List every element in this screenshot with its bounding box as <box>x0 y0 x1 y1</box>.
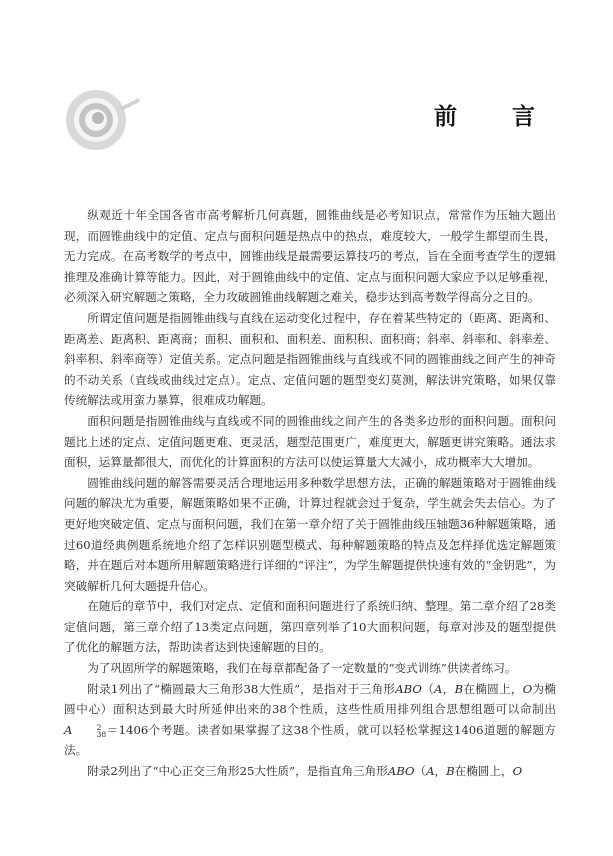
math-perm-base: A <box>64 722 73 737</box>
math-point: O <box>512 764 523 779</box>
preface-body <box>64 205 556 782</box>
text-run: 在椭圆上， <box>463 681 523 696</box>
math-point: A <box>434 681 443 696</box>
text-run: ＝1406个考题。读者如果掌握了这38个性质，就可以轻松掌握这1406道题的解题方法。 <box>64 722 556 758</box>
math-triangle: ABO <box>387 764 415 779</box>
text-run: 附录2列出了“中心正交三角形25大性质”，是指直角三角形 <box>87 764 388 779</box>
paragraph: 在随后的章节中，我们对定点、定值和面积问题进行了系统归纳、整理。第二章介绍了28类定值问题，第三章介绍了13类定点问题，第四章列举了10大面积问题，每章对涉及的题型提供了优化的解题方法，帮助读者达到快速解题的目的。 <box>64 599 556 655</box>
paragraph: 圆锥曲线问题的解答需要灵活合理地运用多种数学思想方法，正确的解题策略对于圆锥曲线问题的解决尤为重要，解题策略如果不正确，计算过程就会过于复杂，学生就会失去信心。为了更好地突破定值、定点与面积问题，我们在第一章介绍了关于圆锥曲线压轴题36种解题策略，通过60道经典例题系统地介绍了怎样识别题型模式、每种解题策略的特点及怎样择优选定解题策略，并在题后对本题所用解题策略进行详细的“评注”，为学生解题提供快速有效的“金钥匙”，为突破解析几何大题提升信心。 <box>64 475 556 593</box>
page-title: 前 言 <box>434 103 551 130</box>
text-run: ， <box>442 681 455 696</box>
math-point: B <box>446 764 455 779</box>
math-permutation <box>64 723 106 737</box>
text-run: 为椭圆中心）面积达到最大时所延伸出来的38个性质，这些性质用排列组合思想组题可以命制出 <box>64 681 556 717</box>
paragraph: 纵观近十年全国各省市高考解析几何真题，圆锥曲线是必考知识点，常常作为压轴大题出现，而圆锥曲线中的定值、定点与面积问题是热点中的热点，难度较大，一般学生都望而生畏，无力完成。在高考数学的考点中，圆锥曲线是最需要运算技巧的考点，旨在全面考查学生的逻辑推理及准确计算等能力。因此，对于圆锥曲线中的定值、定点与面积问题大家应予以足够重视，必须深入研究解题之策略，全力攻破圆锥曲线解题之难关，稳步达到高考数学得高分之目的。 <box>64 208 556 305</box>
text-run: 附录1列出了“椭圆最大三角形38大性质”，是指对于三角形 <box>87 681 396 696</box>
paragraph: 面积问题是指圆锥曲线与直线或不同的圆锥曲线之间产生的各类多边形的面积问题。面积问题比上述的定点、定值问题更难、更灵活，题型范围更广，难度更大，解题更讲究策略。通法求面积，运算量都很大，而优化的计算面积的方法可以使运算量大大减小，成功概率大大增加。 <box>64 413 556 470</box>
text-run: ， <box>434 764 447 779</box>
math-perm-sup: 2 <box>96 722 102 732</box>
math-point: O <box>522 681 533 696</box>
text-run: （ <box>414 764 427 779</box>
math-triangle: ABO <box>395 681 422 696</box>
paragraph-appendix-1 <box>64 679 556 761</box>
paragraph-appendix-2 <box>64 761 556 782</box>
math-perm-sub: 38 <box>96 729 107 739</box>
concentric-swirl-logo-icon <box>62 78 148 156</box>
math-point: A <box>426 764 435 779</box>
paragraph: 为了巩固所学的解题策略，我们在每章都配备了一定数量的“变式训练”供读者练习。 <box>87 661 517 676</box>
paragraph: 所谓定值问题是指圆锥曲线与直线在运动变化过程中，存在着某些特定的（距离、距离和、距离差、距离积、距离商；面积、面积和、面积差、面积积、面积商；斜率、斜率和、斜率差、斜率积、斜率商等）定值关系。定点问题是指圆锥曲线与直线或不同的圆锥曲线之间产生的神奇的不动关系（直线或曲线过定点）。定点、定值问题的题型变幻莫测，解法讲究策略，如果仅靠传统解法或用蛮力暴算，很难成功解题。 <box>64 310 556 408</box>
math-point: B <box>454 681 464 696</box>
text-run: （ <box>421 681 435 696</box>
text-run: 在椭圆上， <box>454 764 513 779</box>
